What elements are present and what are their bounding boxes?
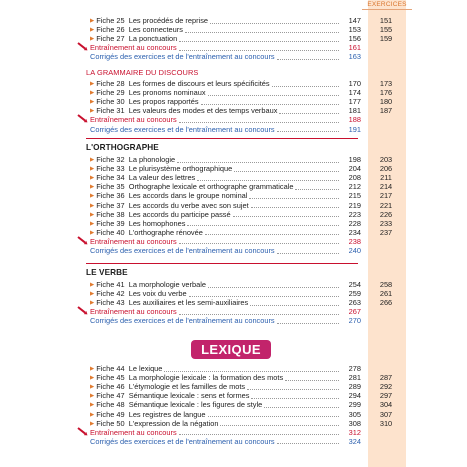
entry-title [90, 307, 177, 316]
toc-entry-fiche[interactable] [90, 34, 408, 43]
fiche-number: Fiche 42 [96, 289, 129, 299]
entry-label: La morphologie verbale [128, 280, 206, 289]
entry-label: Sémantique lexicale : les figures de style [128, 400, 263, 410]
entry-label: Les propos rapportés [128, 97, 199, 107]
fiche-number: Fiche 32 [96, 155, 129, 164]
dot-leader [247, 389, 339, 390]
fiche-number: Fiche 47 [96, 391, 129, 401]
dot-leader [277, 443, 339, 444]
entry-label: Entraînement au concours [90, 236, 177, 246]
page-number: 270 [348, 316, 361, 326]
dot-leader [285, 380, 339, 381]
toc-entry-fiche[interactable] [90, 364, 408, 373]
page-number: 223 [348, 209, 361, 219]
pencil-icon [77, 427, 85, 434]
fiche-number: Fiche 40 [96, 227, 129, 237]
exercise-page-number: 206 [379, 164, 393, 174]
entry-label: Entraînement au concours [90, 427, 177, 437]
entry-label: Corrigés des exercices et de l'entraînement au concours [90, 124, 275, 134]
dot-leader [295, 189, 339, 190]
dot-leader [220, 425, 339, 426]
triangle-right-icon: ▶ [90, 202, 95, 209]
toc-entry-fiche[interactable] [90, 16, 408, 25]
entry-label: Entraînement au concours [90, 115, 177, 125]
exercise-page-number: 203 [379, 155, 393, 164]
dot-leader [208, 416, 339, 417]
fiche-number: Fiche 28 [96, 79, 129, 88]
toc-entry-fiche[interactable] [90, 419, 408, 428]
entry-label: Les registres de langue [128, 409, 206, 419]
toc-entry-training[interactable] [90, 428, 408, 437]
triangle-right-icon: ▶ [90, 193, 95, 200]
toc-entry-training[interactable] [90, 43, 408, 52]
triangle-right-icon: ▶ [90, 27, 95, 34]
toc-entry-training[interactable] [90, 237, 408, 246]
exercise-page-number: 297 [379, 391, 393, 401]
entry-label: Corrigés des exercices et de l'entraînement au concours [90, 436, 275, 446]
triangle-right-icon: ▶ [90, 411, 95, 418]
fiche-number: Fiche 25 [96, 16, 129, 25]
page-number: 198 [348, 155, 361, 164]
entry-label: Corrigés des exercices et de l'entraînement au concours [90, 52, 275, 62]
toc-entry-corrections[interactable] [90, 125, 408, 134]
exercise-page-number: 151 [379, 16, 393, 25]
entry-label: La valeur des lettres [128, 173, 196, 183]
entry-label: Les pronoms nominaux [128, 88, 206, 98]
entry-label: Sémantique lexicale : sens et formes [128, 391, 250, 401]
page-number: 212 [348, 182, 361, 192]
triangle-right-icon: ▶ [90, 99, 95, 106]
fiche-number: Fiche 33 [96, 164, 129, 174]
exercise-page-number: 226 [379, 209, 393, 219]
dot-leader [187, 225, 339, 226]
fiche-number: Fiche 36 [96, 191, 129, 201]
exercise-page-number: 304 [379, 400, 393, 410]
fiche-number: Fiche 43 [96, 298, 129, 308]
fiche-number: Fiche 26 [96, 25, 129, 35]
triangle-right-icon: ▶ [90, 420, 95, 427]
dot-leader [277, 131, 339, 132]
entry-title [90, 246, 275, 255]
entry-label: Entraînement au concours [90, 307, 177, 317]
page-number: 312 [348, 427, 361, 437]
page-number: 305 [348, 409, 361, 419]
dot-leader [272, 86, 339, 87]
pencil-icon [77, 307, 85, 314]
page-number: 228 [348, 218, 361, 228]
toc-entry-fiche[interactable] [90, 191, 408, 200]
triangle-right-icon: ▶ [90, 90, 95, 97]
pencil-icon [77, 115, 85, 122]
fiche-number: Fiche 41 [96, 280, 129, 289]
dot-leader [201, 104, 339, 105]
page-number: 308 [348, 418, 361, 428]
entry-label: La ponctuation [128, 34, 178, 44]
dot-leader [185, 32, 339, 33]
entry-title [90, 125, 275, 134]
entry-label: Le lexique [128, 364, 163, 373]
triangle-right-icon: ▶ [90, 402, 95, 409]
entry-label: L'expression de la négation [128, 418, 219, 428]
pencil-icon [77, 236, 85, 243]
toc-entry-corrections[interactable] [90, 246, 408, 255]
toc-entry-fiche[interactable] [90, 173, 408, 182]
triangle-right-icon: ▶ [90, 211, 95, 218]
entry-label: Orthographe lexicale et orthographe grammaticale [128, 182, 294, 192]
pencil-icon [77, 43, 85, 50]
exercise-page-number: 292 [379, 382, 393, 392]
entry-label: La phonologie [128, 155, 176, 164]
entry-label: Les accords du participe passé [128, 209, 231, 219]
exercise-page-number: 187 [379, 106, 393, 116]
page-number: 281 [348, 373, 361, 383]
triangle-right-icon: ▶ [90, 393, 95, 400]
entry-label: Les connecteurs [128, 25, 183, 35]
entry-title [90, 52, 275, 61]
fiche-number: Fiche 31 [96, 106, 129, 116]
page-number: 208 [348, 173, 361, 183]
page-number: 174 [348, 88, 361, 98]
exercise-page-number: 217 [379, 191, 393, 201]
page-number: 259 [348, 289, 361, 299]
page-number: 161 [348, 43, 361, 53]
toc-entry-fiche[interactable] [90, 106, 408, 115]
entry-label: Corrigés des exercices et de l'entraînement au concours [90, 246, 275, 255]
toc-entry-fiche[interactable] [90, 228, 408, 237]
triangle-right-icon: ▶ [90, 291, 95, 298]
fiche-number: Fiche 48 [96, 400, 129, 410]
triangle-right-icon: ▶ [90, 175, 95, 182]
toc-entry-corrections[interactable] [90, 437, 408, 446]
page-number: 278 [348, 364, 361, 373]
exercise-page-number: 258 [379, 280, 393, 289]
entry-label: Corrigés des exercices et de l'entraînement au concours [90, 316, 275, 326]
toc-entry-fiche[interactable] [90, 410, 408, 419]
triangle-right-icon: ▶ [90, 300, 95, 307]
entry-label: La morphologie lexicale : la formation des mots [128, 373, 284, 383]
toc-entry-training[interactable] [90, 307, 408, 316]
toc-entry-fiche[interactable] [90, 298, 408, 307]
section-title-lexique-badge: LEXIQUE [191, 340, 271, 359]
entry-title [90, 115, 177, 124]
page-number: 299 [348, 400, 361, 410]
page-number: 324 [348, 436, 361, 446]
fiche-number: Fiche 34 [96, 173, 129, 183]
exercise-page-number: 159 [379, 34, 393, 44]
section-divider [86, 263, 358, 264]
triangle-right-icon: ▶ [90, 375, 95, 382]
triangle-right-icon: ▶ [90, 18, 95, 24]
triangle-right-icon: ▶ [90, 166, 95, 173]
page-number: 204 [348, 164, 361, 174]
exercise-page-number: 237 [379, 227, 393, 237]
fiche-number: Fiche 45 [96, 373, 129, 383]
toc-entry-training[interactable] [90, 115, 408, 124]
page-number: 263 [348, 298, 361, 308]
dot-leader [164, 371, 339, 372]
exercises-column-header: EXERCICES [362, 1, 412, 10]
page-number: 294 [348, 391, 361, 401]
triangle-right-icon: ▶ [90, 229, 95, 236]
entry-label: Entraînement au concours [90, 43, 177, 53]
fiche-number: Fiche 49 [96, 409, 129, 419]
triangle-right-icon: ▶ [90, 220, 95, 227]
page-number: 289 [348, 382, 361, 392]
entry-label: Les accords dans le groupe nominal [128, 191, 248, 201]
entry-label: Les accords du verbe avec son sujet [128, 200, 249, 210]
exercise-page-number: 173 [379, 79, 393, 88]
toc-entry-corrections[interactable] [90, 52, 408, 61]
page-number: 153 [348, 25, 361, 35]
entry-title [90, 237, 177, 246]
entry-label: Les voix du verbe [128, 289, 187, 299]
toc-entry-fiche[interactable] [90, 219, 408, 228]
toc-entry-corrections[interactable] [90, 316, 408, 325]
dot-leader [179, 243, 339, 244]
dot-leader [249, 198, 339, 199]
dot-leader [277, 253, 339, 254]
fiche-number: Fiche 29 [96, 88, 129, 98]
entry-label: Les auxiliaires et les semi-auxiliaires [128, 298, 249, 308]
fiche-number: Fiche 50 [96, 418, 129, 428]
page-number: 177 [348, 97, 361, 107]
exercise-page-number: 261 [379, 289, 393, 299]
page-number: 191 [348, 124, 361, 134]
triangle-right-icon: ▶ [90, 81, 95, 87]
dot-leader [264, 407, 339, 408]
page-number: 267 [348, 307, 361, 317]
exercise-page-number: 214 [379, 182, 393, 192]
dot-leader [179, 314, 339, 315]
page-number: 170 [348, 79, 361, 88]
triangle-right-icon: ▶ [90, 184, 95, 191]
dot-leader [234, 171, 339, 172]
section-title: L'ORTHOGRAPHE [86, 143, 159, 152]
dot-leader [233, 216, 339, 217]
fiche-number: Fiche 46 [96, 382, 129, 392]
fiche-number: Fiche 37 [96, 200, 129, 210]
dot-leader [177, 162, 339, 163]
dot-leader [208, 95, 339, 96]
section-title: LA GRAMMAIRE DU DISCOURS [86, 68, 199, 77]
toc-entry-fiche[interactable] [90, 289, 408, 298]
dot-leader [277, 323, 339, 324]
entry-label: Les homophones [128, 218, 186, 228]
entry-title [90, 316, 275, 325]
fiche-number: Fiche 27 [96, 34, 129, 44]
toc-entry-fiche[interactable] [90, 155, 408, 164]
entry-label: Les formes de discours et leurs spécificités [128, 79, 270, 88]
entry-title [90, 437, 275, 446]
section-divider [86, 138, 358, 139]
fiche-number: Fiche 44 [96, 364, 129, 373]
toc-entry-fiche[interactable] [90, 25, 408, 34]
toc-entry-fiche[interactable] [90, 391, 408, 400]
entry-title [90, 43, 177, 52]
dot-leader [179, 122, 339, 123]
entry-label: Les procédés de reprise [128, 16, 208, 25]
toc-entry-fiche[interactable] [90, 280, 408, 289]
page-number: 163 [348, 52, 361, 62]
dot-leader [197, 180, 339, 181]
exercise-page-number: 310 [379, 418, 393, 428]
dot-leader [250, 305, 339, 306]
dot-leader [279, 113, 339, 114]
toc-entry-fiche[interactable] [90, 373, 408, 382]
dot-leader [179, 434, 339, 435]
exercise-page-number: 266 [379, 298, 393, 308]
dot-leader [251, 398, 339, 399]
section-title: LE VERBE [86, 268, 128, 277]
exercise-page-number: 211 [380, 173, 392, 183]
entry-label: L'étymologie et les familles de mots [128, 382, 246, 392]
dot-leader [208, 287, 339, 288]
triangle-right-icon: ▶ [90, 366, 95, 372]
toc-entry-fiche[interactable] [90, 97, 408, 106]
page-number: 219 [348, 200, 361, 210]
toc-entry-fiche[interactable] [90, 201, 408, 210]
fiche-number: Fiche 30 [96, 97, 129, 107]
dot-leader [210, 23, 339, 24]
entry-label: L'orthographe rénovée [128, 227, 203, 237]
exercise-page-number: 221 [379, 200, 393, 210]
page-number: 234 [348, 227, 361, 237]
page-number: 215 [348, 191, 361, 201]
exercise-page-number: 233 [379, 218, 393, 228]
page-number: 254 [348, 280, 361, 289]
toc-entry-fiche[interactable] [90, 164, 408, 173]
fiche-number: Fiche 38 [96, 209, 129, 219]
exercise-page-number: 307 [379, 409, 393, 419]
toc-entry-fiche[interactable] [90, 400, 408, 409]
page-number: 147 [348, 16, 361, 25]
page-number: 188 [348, 115, 361, 125]
dot-leader [251, 207, 339, 208]
exercise-page-number: 155 [379, 25, 393, 35]
triangle-right-icon: ▶ [90, 384, 95, 391]
dot-leader [277, 59, 339, 60]
page-number: 238 [348, 236, 361, 246]
entry-label: Le plurisystème orthographique [128, 164, 233, 174]
toc-entry-fiche[interactable] [90, 182, 408, 191]
triangle-right-icon: ▶ [90, 36, 95, 43]
entry-label: Les valeurs des modes et des temps verbaux [128, 106, 278, 116]
exercise-page-number: 176 [379, 88, 393, 98]
triangle-right-icon: ▶ [90, 108, 95, 115]
toc-entry-fiche[interactable] [90, 79, 408, 88]
fiche-number: Fiche 39 [96, 218, 129, 228]
dot-leader [179, 41, 339, 42]
dot-leader [205, 234, 339, 235]
exercise-page-number: 180 [379, 97, 393, 107]
toc-entry-fiche[interactable] [90, 382, 408, 391]
page-number: 156 [348, 34, 361, 44]
triangle-right-icon: ▶ [90, 157, 95, 163]
fiche-number: Fiche 35 [96, 182, 129, 192]
dot-leader [189, 296, 339, 297]
toc-entry-fiche[interactable] [90, 88, 408, 97]
triangle-right-icon: ▶ [90, 282, 95, 288]
page-number: 181 [348, 106, 361, 116]
dot-leader [179, 50, 339, 51]
page-number: 240 [348, 246, 361, 255]
toc-entry-fiche[interactable] [90, 210, 408, 219]
entry-title [90, 428, 177, 437]
exercise-page-number: 287 [379, 373, 393, 383]
